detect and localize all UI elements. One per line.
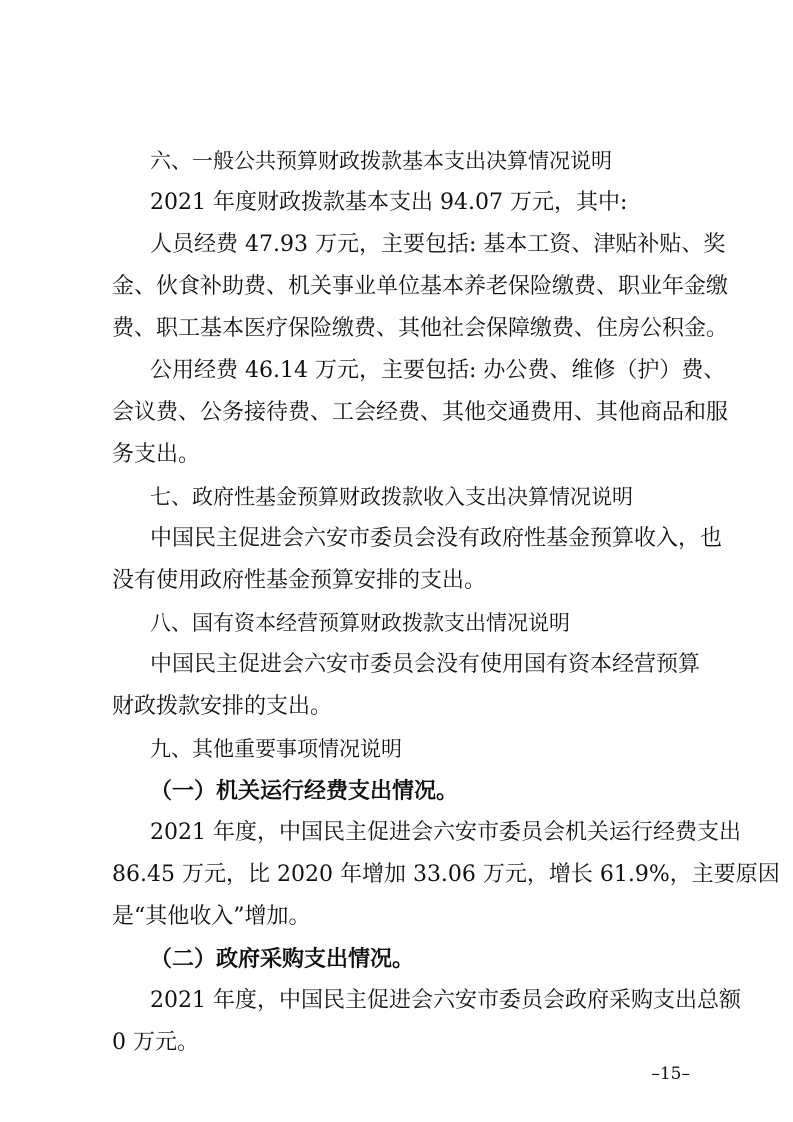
paragraph-line: 务支出。 bbox=[112, 442, 201, 467]
paragraph-line: 2021 年度，中国民主促进会六安市委员会机关运行经费支出 bbox=[150, 820, 741, 845]
paragraph-line: 费、职工基本医疗保险缴费、其他社会保障缴费、住房公积金。 bbox=[112, 316, 729, 341]
section-heading-8: 八、国有资本经营预算财政拨款支出情况说明 bbox=[150, 611, 570, 635]
paragraph-line: 86.45 万元，比 2020 年增加 33.06 万元，增长 61.9%，主要原因 bbox=[112, 862, 780, 887]
subsection-heading-1: （一）机关运行经费支出情况。 bbox=[150, 778, 459, 804]
paragraph-line: 会议费、公务接待费、工会经费、其他交通费用、其他商品和服 bbox=[112, 400, 729, 425]
paragraph-line: 2021 年度，中国民主促进会六安市委员会政府采购支出总额 bbox=[150, 988, 741, 1013]
paragraph-line: 0 万元。 bbox=[112, 1030, 199, 1055]
paragraph-line: 金、伙食补助费、机关事业单位基本养老保险缴费、职业年金缴 bbox=[112, 274, 729, 299]
paragraph-line: 中国民主促进会六安市委员会没有政府性基金预算收入，也 bbox=[150, 526, 723, 551]
paragraph-line: 中国民主促进会六安市委员会没有使用国有资本经营预算 bbox=[150, 652, 701, 677]
subsection-heading-2: （二）政府采购支出情况。 bbox=[150, 946, 415, 972]
section-heading-7: 七、政府性基金预算财政拨款收入支出决算情况说明 bbox=[150, 485, 633, 509]
section-heading-9: 九、其他重要事项情况说明 bbox=[150, 737, 402, 761]
paragraph-line: 是“其他收入”增加。 bbox=[112, 904, 311, 929]
paragraph-line: 人员经费 47.93 万元，主要包括: 基本工资、津贴补贴、奖 bbox=[150, 232, 726, 257]
page-number: –15– bbox=[651, 1064, 690, 1084]
paragraph-line: 财政拨款安排的支出。 bbox=[112, 694, 333, 719]
paragraph-line: 公用经费 46.14 万元，主要包括: 办公费、维修（护）费、 bbox=[150, 358, 726, 383]
section-heading-6: 六、一般公共预算财政拨款基本支出决算情况说明 bbox=[150, 149, 612, 173]
paragraph-line: 没有使用政府性基金预算安排的支出。 bbox=[112, 568, 487, 593]
paragraph-line: 2021 年度财政拨款基本支出 94.07 万元，其中: bbox=[150, 190, 628, 215]
